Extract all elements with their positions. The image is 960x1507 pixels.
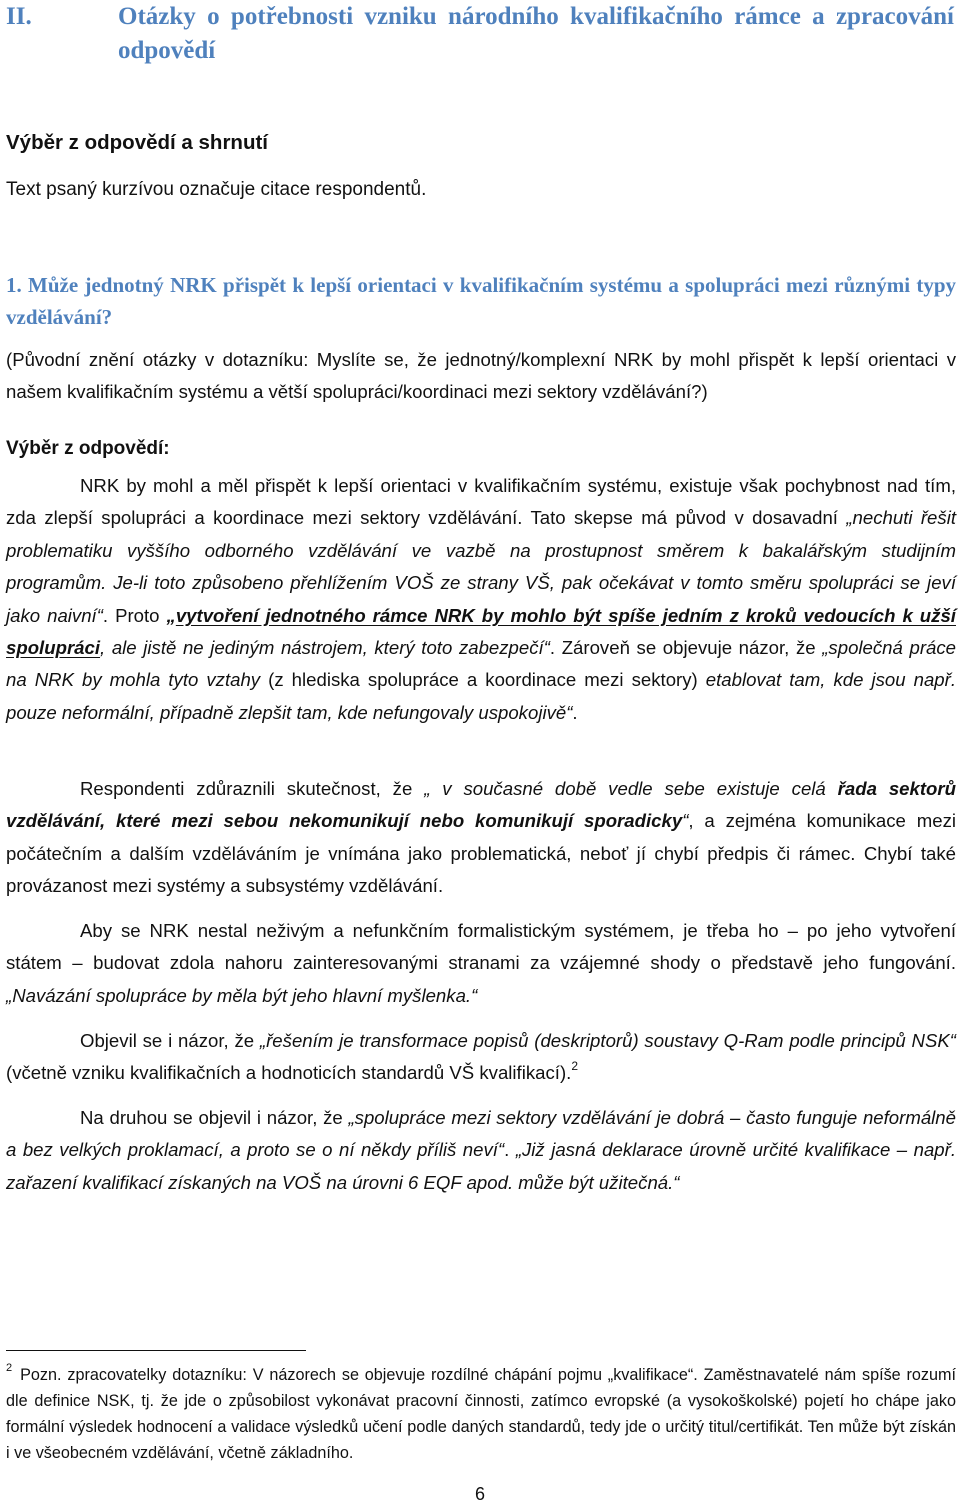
- italic-note: Text psaný kurzívou označuje citace respondentů.: [6, 179, 427, 200]
- footnote-text: Pozn. zpracovatelky dotazníku: V názorech se objevuje rozdílné chápání pojmu „kvalifikace“. Zaměstnavatelé nám spíše rozumí dle definice NSK, tj. že jde o způsobilost vykonávat pracovní činnosti, zatímco evropské (a vysokoškolské) pojetí ho chápe jako formální výsledek hodnocení a validace výsledků učení podle daných standardů, tedy jde o určitý titul/certifikát. Ten může být získán i ve všeobecném vzdělávání, včetně základního.: [6, 1366, 956, 1462]
- chapter-title: Otázky o potřebnosti vzniku národního kvalifikačního rámce a zpracování odpovědí: [118, 3, 954, 64]
- question-heading: 1. Může jednotný NRK přispět k lepší orientaci v kvalifikačním systému a spolupráci mezi různými typy vzdělávání?: [6, 273, 956, 329]
- paragraph-5: Na druhou se objevil i názor, že „spolupráce mezi sektory vzdělávání je dobrá – často funguje neformálně a bez velkých proklamací, a proto se o ní někdy příliš neví“. „Již jasná deklarace úrovně určité kvalifikace – např. zařazení kvalifikací získaných na VOŠ na úrovni 6 EQF apod. může být užitečná.“: [6, 1107, 956, 1193]
- section-heading: Výběr z odpovědí a shrnutí: [6, 131, 268, 154]
- paragraph-2: Respondenti zdůraznili skutečnost, že „ v současné době vedle sebe existuje celá řada sektorů vzdělávání, které mezi sebou nekomunikují nebo komunikují sporadicky“, a zejména komunikace mezi počátečním a dalším vzděláváním je vnímána jako problematická, neboť jí chybí předpis či rámec. Chybí také provázanost mezi systémy a subsystémy vzdělávání.: [6, 778, 957, 897]
- footnote-separator: [6, 1350, 306, 1351]
- chapter-heading: [6, 0, 954, 102]
- page-number: 6: [474, 1484, 485, 1504]
- original-question-wording: (Původní znění otázky v dotazníku: Myslíte se, že jednotný/komplexní NRK by mohl přispět k lepší orientaci v našem kvalifikačním systému a větší spolupráci/koordinaci mezi sektory vzdělávání?): [6, 349, 956, 403]
- chapter-number: II.: [6, 3, 32, 30]
- footnote: [6, 1362, 956, 1466]
- paragraph-1: NRK by mohl a měl přispět k lepší orientaci v kvalifikačním systému, existuje však pochybnost nad tím, zda zlepší spolupráci a koordinace mezi sektory vzdělávání. Tato skepse má původ v dosavadní „nechuti řešit problematiku vyššího odborného vzdělávání ve vazbě na prostupnost směrem k bakalářským studijním programům. Je-li toto způsobeno přehlížením VOŠ ze strany VŠ, pak očekávat v tomto směru spolupráci se jeví jako naivní“. Proto „vytvoření jednotného rámce NRK by mohlo být spíše jedním z kroků vedoucích k užší spolupráci, ale jistě ne jediným nástrojem, který toto zabezpečí“. Zároveň se objevuje názor, že „společná práce na NRK by mohla tyto vztahy (z hlediska spolupráce a koordinace mezi sektory) etablovat tam, kde jsou např. pouze neformální, případně zlepšit tam, kde nefungovaly uspokojivě“.: [6, 475, 956, 723]
- footnote-number: 2: [6, 1361, 13, 1374]
- paragraph-4: Objevil se i názor, že „řešením je transformace popisů (deskriptorů) soustavy Q-Ram podle principů NSK“ (včetně vzniku kvalifikačních a hodnoticích standardů VŠ kvalifikací).$^2$: [6, 1030, 956, 1084]
- answers-label: Výběr z odpovědí:: [6, 438, 170, 459]
- paragraph-3: Aby se NRK nestal neživým a nefunkčním formalistickým systémem, je třeba ho – po jeho vytvoření státem – budovat zdola nahoru zainteresovanými stranami za vzájemné shody o představě jeho fungování. „Navázání spolupráce by měla být jeho hlavní myšlenka.“: [6, 920, 956, 1006]
- footnote-reference: 2: [571, 1059, 578, 1074]
